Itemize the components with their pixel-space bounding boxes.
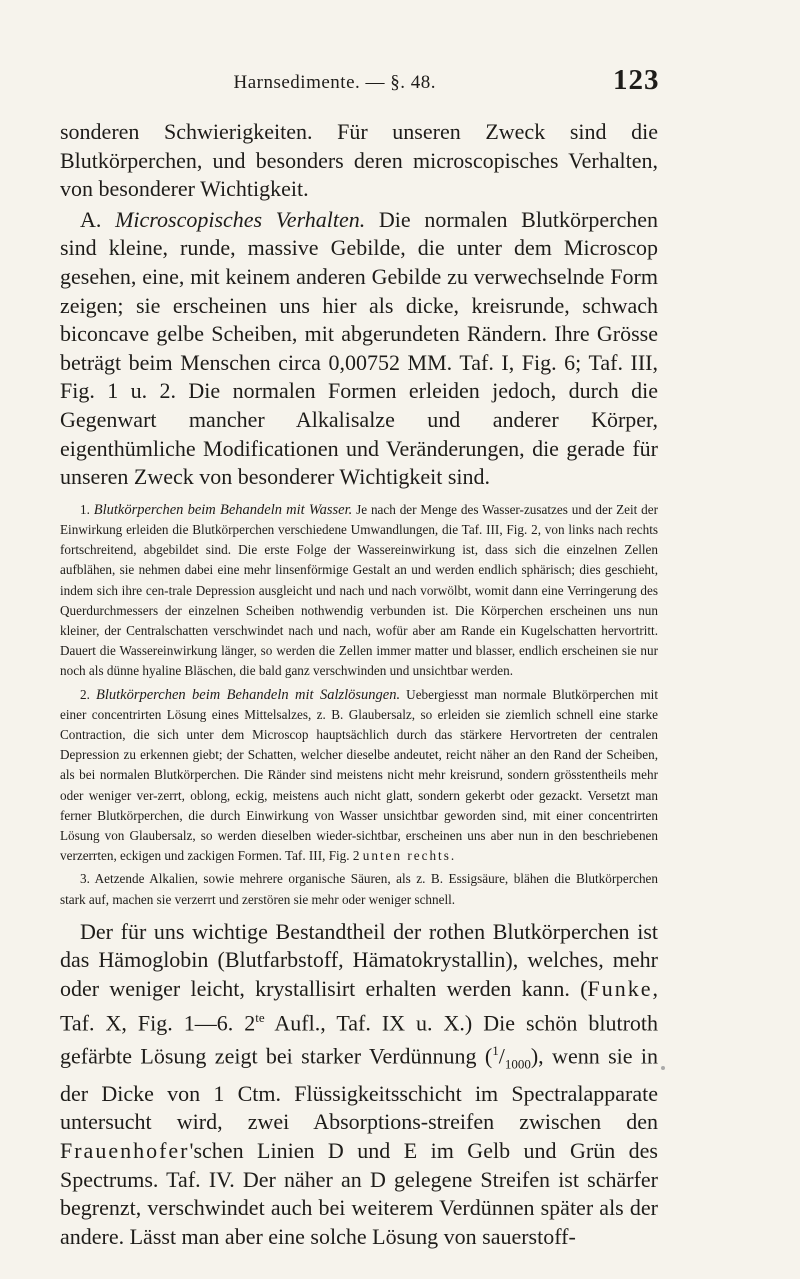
- author-name-funke: Funke: [587, 975, 653, 1001]
- superscript: te: [255, 1009, 265, 1025]
- paragraph-intro: sonderen Schwierigkeiten. Für unseren Zweck sind die Blutkörperchen, und besonders deren microscopisches Verhalten, von besonderer Wichtigkeit.: [60, 119, 658, 202]
- paragraph-haemoglobin: Der für uns wichtige Bestandtheil der rothen Blutkörperchen ist das Hämoglobin (Blutfarbstoff, Hämatokrystallin), welches, mehr oder weniger leicht, krystallisirt erhalten werden kann. (Funke, Taf. X, Fig. 1—6. $2^{te}$ Aufl., Taf. IX u. X.) Die schön blutroth gefärbte Lösung zeigt bei starker Verdünnung $(^1/_{1000})$, wenn sie in der Dicke von 1 Ctm. Flüssigkeitsschicht im Spectralapparate untersucht wird, zwei Absorptions-streifen zwischen den Frauenhofer'schen Linien D und E im Gelb und Grün des Spectrums. Taf. IV. Der näher an D gelegene Streifen ist schärfer begrenzt, verschwindet auch bei weiterem Verdünnen später als der andere. Lässt man aber eine solche Lösung von sauerstoff-: [60, 918, 659, 1249]
- note-text: Uebergiesst man normale Blutkörperchen mit einer concentrirten Lösung eines Mittelsalzes, z. B. Glaubersalz, so erleiden sie ziemlich schnell eine starke Contraction, die sich unter dem Microscop hauptsächlich durch das stärkere Hervortreten der centralen Depression zu erkennen giebt; der Schatten, welcher dieselbe andeutet, reicht näher an den Rand der Scheiben, als bei normalen Blutkörperchen. Die Ränder sind meistens nicht mehr kreisrund, sondern grösstentheils mehr oder weniger ver-zerrt, oblong, eckig, meistens auch nicht glatt, sondern gekerbt oder gezackt. Versetzt man ferner Blutkörperchen, die durch Einwirkung von Wasser unsichtbar geworden sind, mit einer concentrirten Lösung von Glaubersalz, so werden dieselben wieder-sichtbar, erscheinen uns aber nun in den beschriebenen verzerrten, eckigen und zackigen Formen. Taf. III, Fig. 2: [60, 686, 659, 864]
- note-spaced-text: unten rechts: [362, 848, 451, 864]
- text-run: Aufl., Taf. IX u. X.) Die schön blutroth gefärbte Lösung zeigt bei starker Verdünnung (: [60, 1009, 659, 1069]
- section-text: Die normalen Blutkörperchen sind kleine, runde, massive Gebilde, die unter dem Microscop gesehen, eine, mit keinem anderen Gebilde zu verwechselnde Form zeigen; sie erscheinen uns hier als dicke, kreisrunde, schwach biconcave gelbe Scheiben, mit abgerundeten Rändern. Ihre Grösse beträgt beim Menschen circa 0,00752 MM. Taf. I, Fig. 6; Taf. III, Fig. 1 u. 2. Die normalen Formen erleiden jedoch, durch die Gegenwart mancher Alkalisalze und anderer Körper, eigenthümliche Modificationen und Veränderungen, die gerade für unseren Zweck von besonderer Wichtigkeit sind.: [60, 206, 658, 490]
- page-body: [60, 118, 658, 1251]
- text-run: , Taf. X, Fig. 1—6. 2: [60, 975, 658, 1035]
- note-text: Je nach der Menge des Wasser-zusatzes und der Zeit der Einwirkung erleiden die Blutkörperchen verschiedene Umwandlungen, die Taf. III, Fig. 2, von links nach rechts fortschreitend, abgebildet sind. Die erste Folge der Wassereinwirkung ist, dass sich die einzelnen Zellen aufblähen, sie nehmen dabei eine mehr linsenförmige Gestalt an und werden endlich sphärisch; dies geschieht, indem sich ihre cen-trale Depression ausgleicht und nach und nach vorwölbt, womit dann eine Verringerung des Querdurchmessers der einzelnen Scheiben nothwendig verbunden ist. Die Körperchen erscheinen uns nun kleiner, der Centralschatten verschwindet nach und nach, wofür aber am Rande ein Kugelschatten hervortritt. Dauert die Wassereinwirkung länger, so werden die Zellen immer matter und blasser, endlich erscheinen sie nur noch als dünne hyaline Bläschen, die bald ganz verschwinden und unsichtbar werden.: [60, 501, 658, 679]
- section-letter: A.: [80, 206, 116, 232]
- fraction-numerator: 1: [492, 1043, 499, 1059]
- section-heading: Microscopisches Verhalten.: [115, 206, 366, 232]
- note-heading: Blutkörperchen beim Behandeln mit Wasser.: [93, 501, 353, 518]
- page-number: 123: [613, 64, 660, 96]
- text-run: Der für uns wichtige Bestandtheil der rothen Blutkörperchen ist das Hämoglobin (Blutfarbstoff, Hämatokrystallin), welches, mehr oder weniger leicht, krystallisirt erhalten werden kann. (: [60, 918, 658, 1001]
- running-head: Harnsedimente. — §. 48.: [233, 72, 436, 93]
- text-run: ), wenn sie in der Dicke von 1 Ctm. Flüssigkeitsschicht im Spectralapparate untersucht wird, zwei Absorptions-streifen zwischen den: [60, 1043, 658, 1135]
- paragraph-microscopic-behaviour: [60, 206, 658, 492]
- note-salt-solutions: [60, 685, 658, 867]
- note-heading: Blutkörperchen beim Behandeln mit Salzlösungen.: [95, 686, 401, 703]
- note-end: .: [450, 848, 455, 864]
- fraction-denominator: 1000: [504, 1057, 531, 1073]
- note-water-treatment: [60, 500, 658, 682]
- author-name-frauenhofer: Frauenhofer: [60, 1137, 190, 1163]
- text-run: 'schen Linien D und E im Gelb und Grün des Spectrums. Taf. IV. Der näher an D gelegene Streifen ist schärfer begrenzt, verschwindet auch bei weiterem Verdünnen später als der andere. Lässt man aber eine solche Lösung von sauerstoff-: [60, 1137, 658, 1249]
- note-number: 1.: [80, 501, 94, 517]
- note-alkalies: 3. Aetzende Alkalien, sowie mehrere organische Säuren, als z. B. Essigsäure, blähen die Blutkörperchen stark auf, machen sie verzerrt und zerstören sie mehr oder weniger schnell.: [60, 871, 658, 907]
- note-number: 2.: [80, 686, 96, 702]
- ink-speck: [661, 1066, 665, 1070]
